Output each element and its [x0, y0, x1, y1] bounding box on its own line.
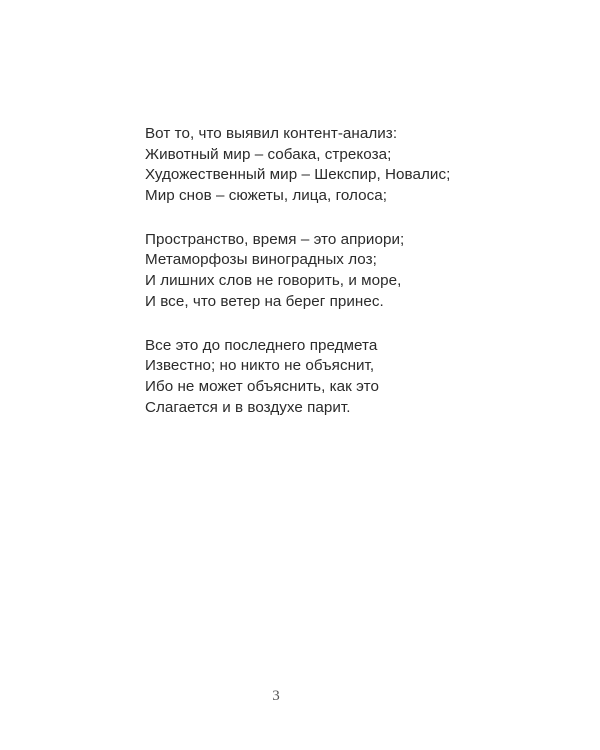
poem-line: Вот то, что выявил контент-анализ:	[145, 125, 398, 142]
poem-line: Художественный мир – Шекспир, Новалис;	[145, 166, 451, 184]
poem-line: Мир снов – сюжеты, лица, голоса;	[145, 187, 387, 205]
poem-line: Животный мир – собака, стрекоза;	[145, 145, 392, 163]
poem-body	[145, 124, 565, 441]
poem-line: Метаморфозы виноградных лоз;	[145, 251, 377, 269]
poem-line: Все это до последнего предмета	[145, 336, 378, 354]
poem-line: Слагается и в воздухе парит.	[145, 398, 351, 416]
stanza	[145, 230, 565, 313]
poem-line: Пространство, время – это априори;	[145, 230, 405, 248]
poem-line: Известно; но никто не объяснит,	[145, 357, 375, 375]
stanza	[145, 336, 565, 419]
stanza	[145, 124, 565, 207]
poem-line: Ибо не может объяснить, как это	[145, 377, 379, 395]
poem-line: И лишних слов не говорить, и море,	[145, 272, 402, 290]
page-number: 3	[272, 688, 280, 704]
poem-line: И все, что ветер на берег принес.	[145, 292, 384, 310]
